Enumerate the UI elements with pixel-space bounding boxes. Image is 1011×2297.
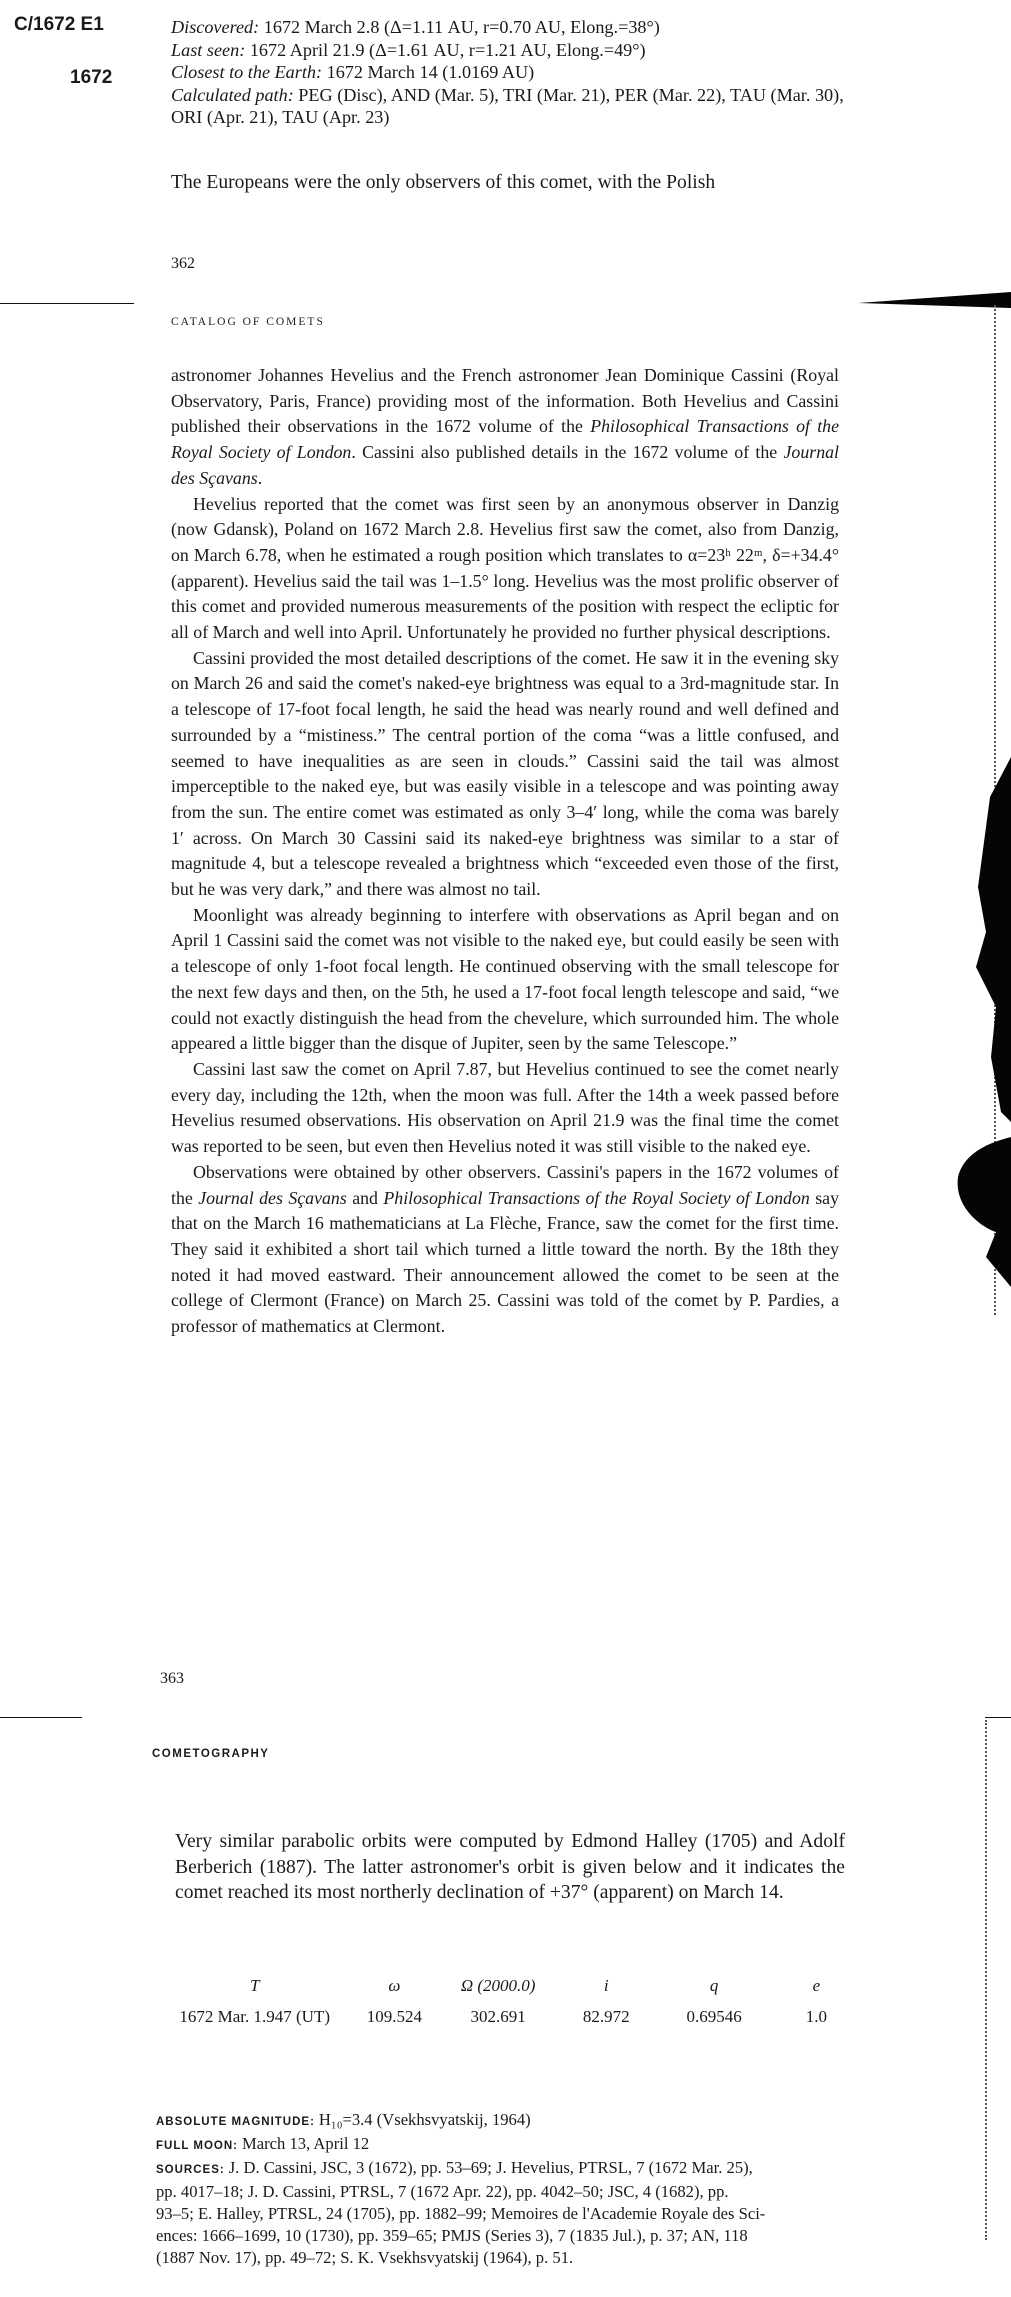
absolute-magnitude-value: H₁₀=3.4 (Vsekhsvyatskij, 1964) — [318, 2110, 531, 2129]
para6-text-a: Observations were obtained by other observers. Cassini's papers in the 1672 volumes of the — [171, 1161, 839, 1208]
intro-text: The Europeans were the only observers of this comet, with the Polish — [171, 172, 716, 193]
orbit-header-T: T — [249, 1976, 260, 1995]
orbit-header-e: e — [812, 1976, 821, 1995]
para1-text-c: . — [257, 467, 263, 488]
orbit-value-node: 302.691 — [470, 2007, 526, 2026]
scan-edge-blot — [956, 757, 1011, 1287]
orbit-header-i: i — [603, 1976, 609, 1995]
orbit-header-omega: ω — [388, 1976, 401, 1995]
page-divider-left — [0, 303, 134, 304]
orbit-value-q: 0.69546 — [686, 2007, 742, 2026]
discovered-value: 1672 March 2.8 (Δ=1.11 AU, r=0.70 AU, Elong.=38°) — [263, 17, 660, 37]
para1-text-a: astronomer Johannes Hevelius and the French astronomer Jean Dominique Cassini (Royal Observatory, Paris, France) providing most of the information. Both Hevelius and Cassini published their observations in the 1672 volume of the — [171, 365, 839, 437]
closest-label: Closest to the Earth: — [171, 62, 323, 83]
orbit-value-T: 1672 Mar. 1.947 (UT) — [179, 2007, 330, 2026]
page-divider-left-2 — [0, 1717, 82, 1718]
sources-line-5: (1887 Nov. 17), pp. 49–72; S. K. Vsekhsvyatskij (1964), p. 51. — [156, 2248, 574, 2267]
absolute-magnitude-line — [156, 2109, 856, 2133]
para6-journal-ptrsl: Philosophical Transactions of the Royal Society of London — [383, 1187, 810, 1208]
orbit-header-row — [160, 1973, 860, 2004]
paragraph-4: Moonlight was already beginning to interfere with observations as April began and on April 1 Cassini said the comet was not visible to the naked eye, but could easily be seen with a telescope of only 1-foot focal length. He continued observing with the small telescope for the next few days and then, on the 5th, he used a 17-foot focal length telescope and said, “we could not exactly distinguish the head from the chevelure, which surrounded him. The whole appeared a little bigger than the disque of Jupiter, seen by the same Telescope.” — [171, 904, 839, 1054]
page-divider-right-2 — [985, 1717, 1011, 1718]
page-362-body — [171, 363, 839, 1340]
closest-value: 1672 March 14 (1.0169 AU) — [326, 62, 535, 83]
journal-title-jsc: Journal des Sçavans — [171, 442, 840, 488]
orbit-value-omega: 109.524 — [366, 2007, 422, 2026]
comet-designation: C/1672 E1 — [14, 14, 104, 35]
full-moon-line — [156, 2133, 856, 2157]
page-number-362: 362 — [171, 255, 195, 272]
sources-line-4: ences: 1666–1699, 10 (1730), pp. 359–65; PMJS (Series 3), 7 (1835 Jul.), p. 37; AN, 118 — [156, 2226, 748, 2245]
para6-text-b: and — [346, 1187, 384, 1208]
orbit-header-q: q — [709, 1976, 719, 1995]
para6-journal-jsc: Journal des Sçavans — [198, 1187, 347, 1208]
sources-line-3: 93–5; E. Halley, PTRSL, 24 (1705), pp. 1882–99; Memoires de l'Academie Royale des Sci- — [156, 2204, 766, 2223]
orbit-value-row — [160, 2004, 860, 2030]
scan-edge-dots-2 — [985, 1720, 989, 2240]
comet-year: 1672 — [70, 67, 113, 88]
closest-line — [171, 61, 851, 84]
path-line — [171, 84, 851, 129]
discovered-line — [171, 16, 851, 39]
running-head-362: CATALOG OF COMETS — [171, 316, 325, 328]
sources-line-1 — [156, 2157, 856, 2181]
absolute-magnitude-label: ABSOLUTE MAGNITUDE: — [156, 2116, 315, 2128]
path-label: Calculated path: — [171, 84, 294, 105]
orbit-header-node: Ω (2000.0) — [460, 1976, 536, 1995]
orbit-value-i: 82.972 — [582, 2007, 630, 2026]
full-moon-label: FULL MOON: — [156, 2140, 238, 2152]
discovered-label: Discovered: — [171, 17, 260, 37]
paragraph-1 — [171, 363, 839, 492]
orbit-table — [160, 1973, 860, 2030]
comet-summary — [171, 16, 851, 129]
orbit-value-e: 1.0 — [805, 2007, 828, 2026]
para6-text-c: say that on the March 16 mathematicians at La Flèche, France, saw the comet for the first time. They said it exhibited a short tail which turned a little toward the north. By the 18th they noted it had moved eastward. Their announcement allowed the comet to be seen at the college of Clermont (France) on March 25. Cassini was told of the comet by P. Pardies, a professor of mathematics at Clermont. — [171, 1187, 839, 1337]
para1-text-b: . Cassini also published details in the 1672 volume of the — [351, 442, 784, 463]
sources-line-2: pp. 4017–18; J. D. Cassini, PTRSL, 7 (1672 Apr. 22), pp. 4042–50; JSC, 4 (1682), pp. — [156, 2182, 729, 2201]
path-value: PEG (Disc), AND (Mar. 5), TRI (Mar. 21), PER (Mar. 22), TAU (Mar. 30), ORI (Apr. 21), TAU (Apr. 23) — [171, 84, 844, 128]
paragraph-6 — [171, 1160, 839, 1340]
paragraph-2: Hevelius reported that the comet was first seen by an anonymous observer in Danzig (now Gdansk), Poland on 1672 March 2.8. Hevelius first saw the comet, also from Danzig, on March 6.78, when he estimated a rough position which translates to α=23ʰ 22ᵐ, δ=+34.4° (apparent). Hevelius said the tail was 1–1.5° long. Hevelius was the most prolific observer of this comet and provided numerous measurements of the position with respect the ecliptic for all of March and well into April. Unfortunately he provided no further physical descriptions. — [171, 493, 839, 643]
last-seen-value: 1672 April 21.9 (Δ=1.61 AU, r=1.21 AU, Elong.=49°) — [249, 39, 646, 60]
last-seen-line — [171, 39, 851, 62]
journal-title-ptrsl: Philosophical Transactions of the Royal Society of London — [171, 416, 840, 463]
orbit-paragraph: Very similar parabolic orbits were computed by Edmond Halley (1705) and Adolf Berberich (1887). The latter astronomer's orbit is given below and it indicates the comet reached its most northerly declination of +37° (apparent) on March 14. — [175, 1831, 845, 1903]
full-moon-value: March 13, April 12 — [241, 2134, 370, 2153]
page-edge-wedge — [858, 292, 1011, 308]
sources-label: SOURCES: — [156, 2164, 225, 2176]
last-seen-label: Last seen: — [171, 39, 246, 60]
comet-notes — [156, 2109, 856, 2269]
page-number-363: 363 — [160, 1670, 184, 1687]
paragraph-5: Cassini last saw the comet on April 7.87, but Hevelius continued to see the comet nearly every day, including the 12th, when the moon was full. After the 14th a week passed before Hevelius resumed observations. His observation on April 21.9 was the final time the comet was reported to be seen, but even then Hevelius noted it was still visible to the naked eye. — [171, 1058, 839, 1157]
sources-text-1: J. D. Cassini, JSC, 3 (1672), pp. 53–69; J. Hevelius, PTRSL, 7 (1672 Mar. 25), — [228, 2158, 753, 2177]
paragraph-3: Cassini provided the most detailed descriptions of the comet. He saw it in the evening sky on March 26 and said the comet's naked-eye brightness was equal to a 3rd-magnitude star. In a telescope of 17-foot focal length, he said the head was nearly round and well defined and surrounded by a “mistiness.” The central portion of the coma “was a little confused, and seemed to have inequalities as are seen in clouds.” Cassini said the tail was almost imperceptible to the naked eye, but was easily visible in a telescope and was pointing away from the sun. The entire comet was estimated as only 3–4′ long, while the coma was barely 1′ across. On March 30 Cassini said its naked-eye brightness was similar to a star of magnitude 4, but a telescope revealed a brightness which “exceeded even those of the first, but he was very dark,” and there was almost no tail. — [171, 647, 839, 900]
running-head-363: COMETOGRAPHY — [152, 1748, 270, 1760]
